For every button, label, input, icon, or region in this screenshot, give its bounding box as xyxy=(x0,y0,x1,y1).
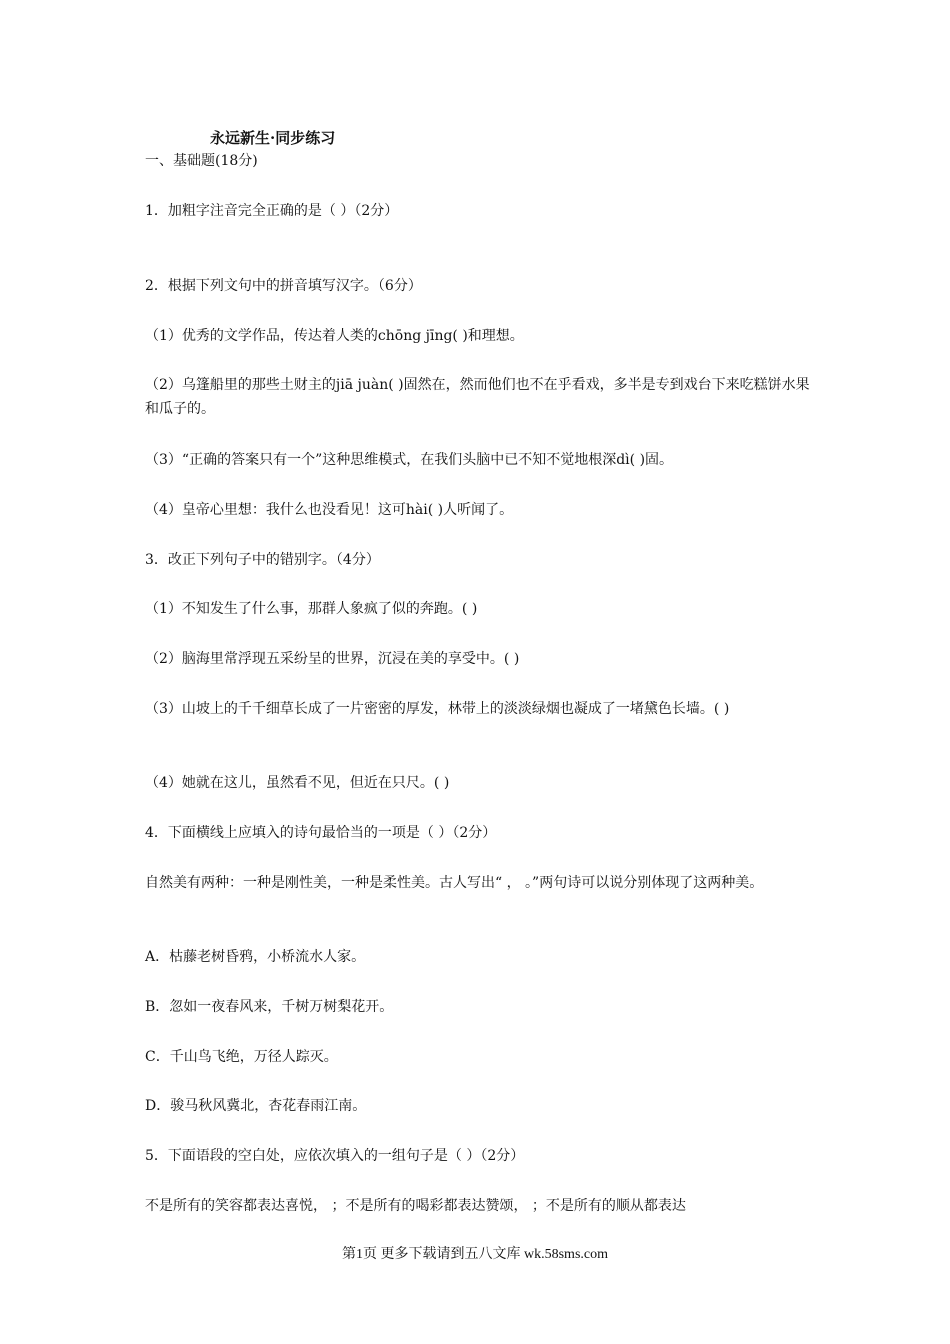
question-4-option-c: C．千山鸟飞绝，万径人踪灭。 xyxy=(145,1049,338,1065)
question-2-item-3: （3）“正确的答案只有一个”这种思维模式，在我们头脑中已不知不觉地根深dì( )固。 xyxy=(145,452,674,468)
question-4-passage: 自然美有两种：一种是刚性美，一种是柔性美。古人写出“ ， 。”两句诗可以说分别体现了这两种美。 xyxy=(145,875,764,891)
question-1: 1．加粗字注音完全正确的是（ ）（2分） xyxy=(145,203,399,219)
question-3-item-1: （1）不知发生了什么事，那群人象疯了似的奔跑。( ) xyxy=(145,601,478,617)
question-5-passage: 不是所有的笑容都表达喜悦， ；不是所有的喝彩都表达赞颂， ；不是所有的顺从都表达 xyxy=(145,1198,686,1214)
page-footer: 第1页 更多下载请到五八文库 wk.58sms.com xyxy=(342,1247,608,1262)
question-4-option-d: D．骏马秋风冀北，杏花春雨江南。 xyxy=(145,1098,367,1114)
question-4-option-b: B．忽如一夜春风来，千树万树梨花开。 xyxy=(145,999,394,1015)
question-2-stem: 2．根据下列文句中的拼音填写汉字。（6分） xyxy=(145,278,422,294)
question-2-item-4: （4）皇帝心里想：我什么也没看见！这可hài( )人听闻了。 xyxy=(145,502,514,518)
question-4-stem: 4．下面横线上应填入的诗句最恰当的一项是（ ）（2分） xyxy=(145,825,497,841)
question-3-item-4: （4）她就在这儿，虽然看不见，但近在只尺。( ) xyxy=(145,775,450,791)
document-title: 永远新生·同步练习 xyxy=(210,129,336,147)
section-heading: 一、基础题(18分) xyxy=(145,153,258,169)
question-2-item-1: （1）优秀的文学作品，传达着人类的chōng jīng( )和理想。 xyxy=(145,328,524,344)
question-4-option-a: A．枯藤老树昏鸦，小桥流水人家。 xyxy=(145,949,366,965)
question-5-stem: 5．下面语段的空白处，应依次填入的一组句子是（ ）（2分） xyxy=(145,1148,525,1164)
question-3-item-3: （3）山坡上的千千细草长成了一片密密的厚发，林带上的淡淡绿烟也凝成了一堵黛色长墙。( ) xyxy=(145,701,730,717)
question-3-stem: 3．改正下列句子中的错别字。（4分） xyxy=(145,552,380,568)
question-2-item-2: （2）乌篷船里的那些土财主的jiā juàn( )固然在，然而他们也不在乎看戏，多半是专到戏台下来吃糕饼水果和瓜子的。 xyxy=(145,377,810,417)
question-3-item-2: （2）脑海里常浮现五采纷呈的世界，沉浸在美的享受中。( ) xyxy=(145,651,520,667)
